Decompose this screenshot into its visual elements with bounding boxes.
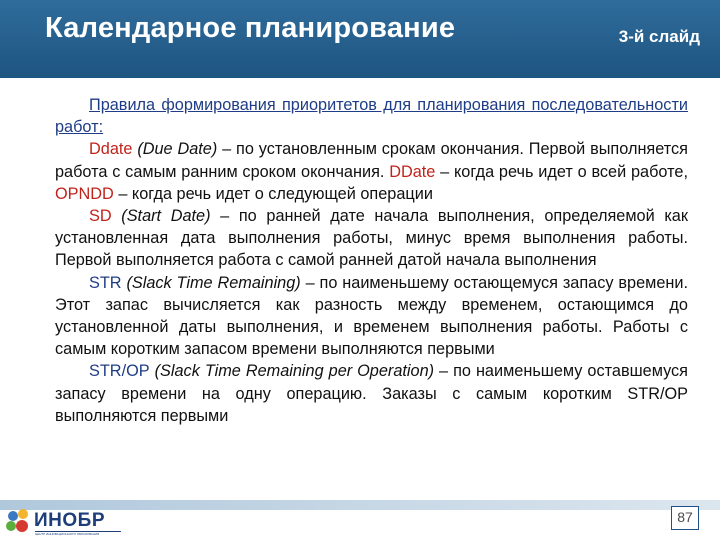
rule-str bbox=[55, 272, 688, 361]
slide-title: Календарное планирование bbox=[45, 12, 456, 44]
rule-code: OPNDD bbox=[55, 184, 114, 203]
rule-text: – по установленным срокам окончания. Первой выполняется работа с самым ранним сроком окончания. bbox=[55, 140, 688, 181]
rule-code: DDate bbox=[389, 162, 436, 181]
rule-str-op bbox=[55, 360, 688, 427]
rule-code: SD bbox=[89, 207, 112, 226]
intro-paragraph bbox=[55, 94, 688, 138]
intro-heading: Правила формирования приоритетов для планирования последовательности работ: bbox=[55, 96, 688, 137]
slide-body bbox=[55, 94, 688, 427]
rule-text: – по наименьшему оставшемуся запасу времени на одну операцию. Заказы с самым коротким STR/OP выполняются первыми bbox=[55, 362, 688, 425]
slide-label: 3-й слайд bbox=[618, 27, 700, 46]
inobr-logo bbox=[4, 507, 144, 537]
logo-text: ИНОБР bbox=[34, 510, 105, 531]
rule-text: – когда речь идет о следующей операции bbox=[113, 184, 433, 203]
rule-ddate bbox=[55, 138, 688, 205]
slide-header bbox=[0, 0, 720, 78]
rule-code: STR/OP bbox=[89, 362, 150, 381]
rule-code: Ddate bbox=[89, 140, 133, 159]
rule-name: (Slack Time Remaining) bbox=[121, 273, 301, 292]
rule-name: (Slack Time Remaining per Operation) bbox=[149, 362, 435, 381]
rule-text: – по наименьшему остающемуся запасу времени. Этот запас вычисляется как разность между временем, остающимся до установленной даты выполнения, и временем выполнения работы. Работы с самым коротким запасом времени выполняются первыми bbox=[55, 273, 688, 359]
rule-sd bbox=[55, 205, 688, 272]
logo-globe-icon bbox=[4, 507, 36, 537]
rule-name: (Due Date) bbox=[137, 140, 218, 159]
rule-text: – когда речь идет о всей работе, bbox=[435, 162, 688, 181]
page-number: 87 bbox=[677, 509, 693, 525]
rule-name: (Start Date) bbox=[111, 207, 211, 226]
logo-tagline: ЦЕНТР ИННОВАЦИОННОГО ОБРАЗОВАНИЯ bbox=[35, 531, 121, 536]
rule-text: – по ранней дате начала выполнения, определяемой как установленная дата выполнения работы, минус время выполнения работы. Первой выполняется работа с самой ранней датой начала выполнения bbox=[55, 207, 688, 270]
page-number-box bbox=[671, 506, 699, 530]
rule-code: STR bbox=[89, 273, 122, 292]
